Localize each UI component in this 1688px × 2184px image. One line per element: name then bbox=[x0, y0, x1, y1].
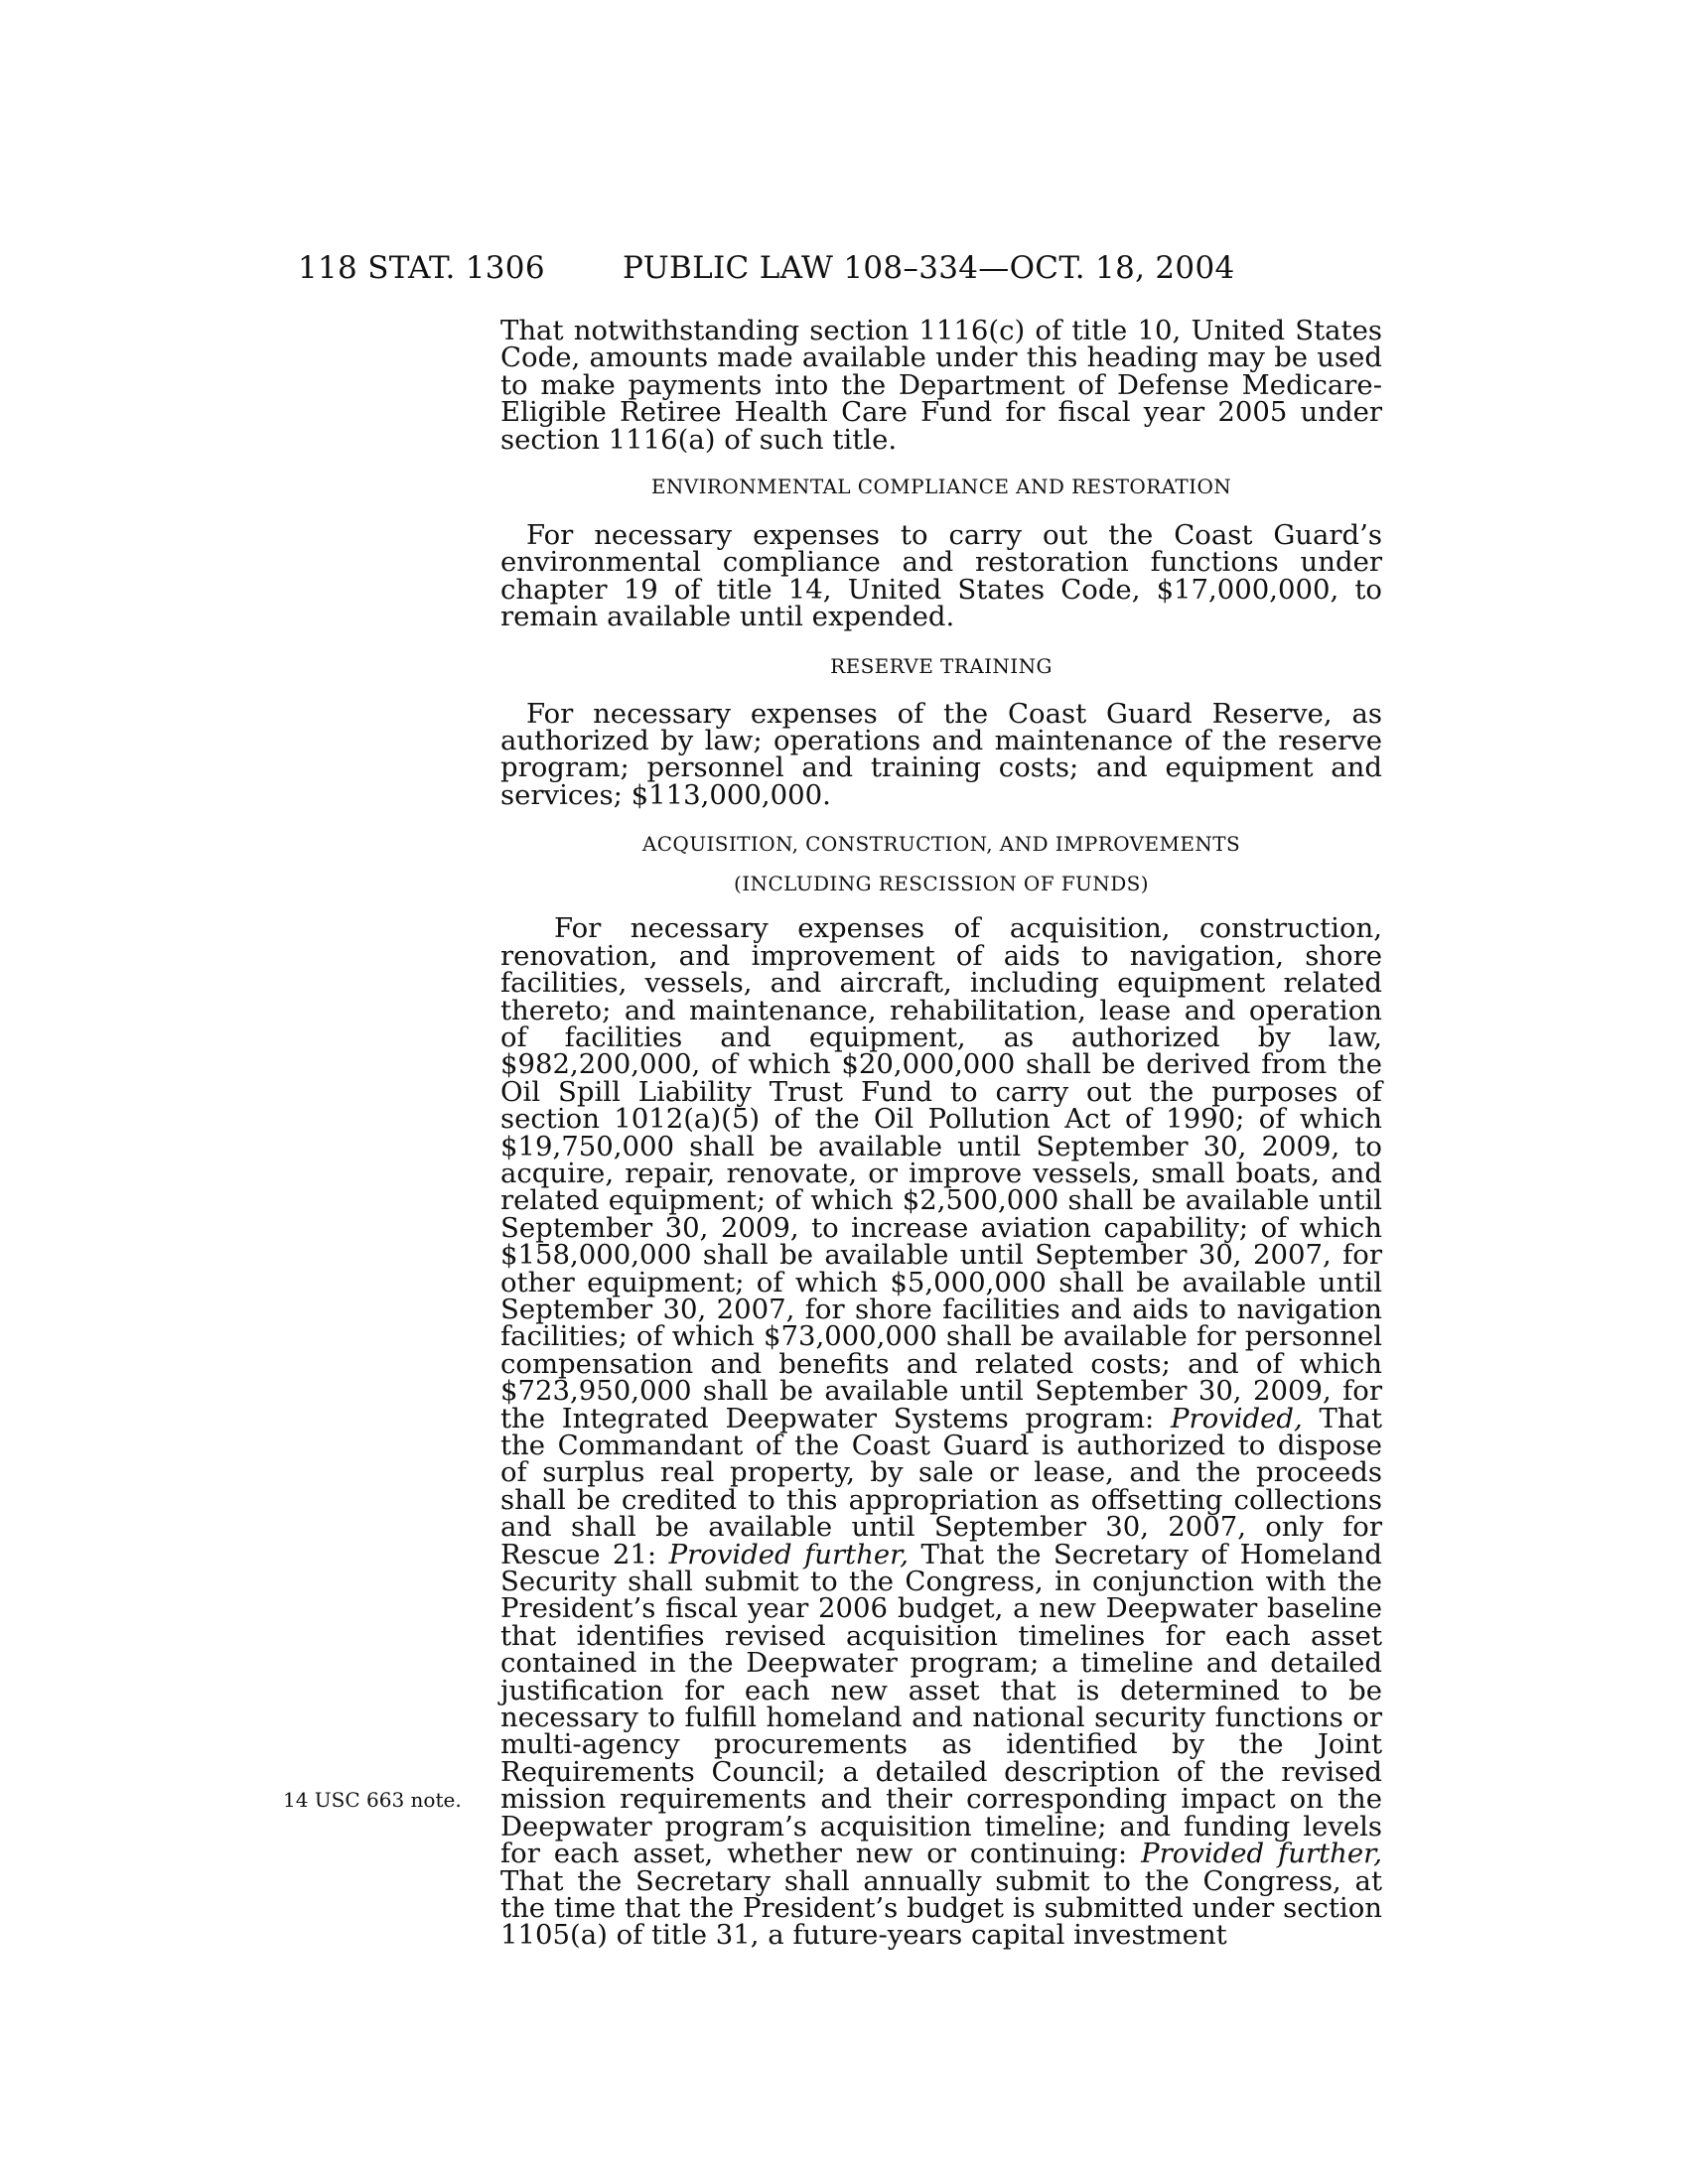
reserve-paragraph: For necessary expenses of the Coast Guard Reserve, as authorized by law; operations and maintenance of the reserve program; personnel and training costs; and equipment and services; $113,000,000. bbox=[500, 697, 1382, 811]
intro-paragraph: That notwithstanding section 1116(c) of title 10, United States Code, amounts made available under this heading may be used to make payments into the Department of Defense Medicare-Eligible Retiree Health Care Fund for fiscal year 2005 under section 1116(a) of such title. bbox=[500, 315, 1382, 456]
margin-note: 14 USC 663 note. bbox=[283, 1788, 462, 1812]
body-text-column bbox=[500, 315, 1382, 1952]
environmental-paragraph: For necessary expenses to carry out the Coast Guard’s environmental compliance and restoration functions under chapter 19 of title 14, United States Code, $17,000,000, to remain available until expended. bbox=[500, 519, 1382, 633]
provided-italic-2: Provided further, bbox=[668, 1538, 910, 1570]
acquisition-text-part1: For necessary expenses of acquisition, construction, renovation, and improvement of aids to navigation, shore facilities, vessels, and aircraft, including equipment related thereto; and maintenance, rehabilitation, lease and operation of facilities and equipment, as authorized by law, $982,200,000, of which $20,000,000 shall be derived from the Oil Spill Liability Trust Fund to carry out the purposes of section 1012(a)(5) of the Oil Pollution Act of 1990; of which $19,750,000 shall be available until September 30, 2009, to acquire, repair, renovate, or improve vessels, small boats, and related equipment; of which $2,500,000 shall be available until September 30, 2009, to increase aviation capability; of which $158,000,000 shall be available until September 30, 2007, for other equipment; of which $5,000,000 shall be available until September 30, 2007, for shore facilities and aids to navigation facilities; of which $73,000,000 shall be available for personnel compensation and benefits and related costs; and of which $723,950,000 shall be available until September 30, 2009, for the Integrated Deepwater Systems program: bbox=[500, 912, 1382, 1434]
acquisition-text-part2: That the Commandant of the Coast Guard is authorized to dispose of surplus real property, by sale or lease, and the proceeds shall be credited to this appropriation as offsetting collections and shall be available until September 30, 2007, only for Rescue 21: bbox=[500, 1402, 1382, 1570]
provided-italic-3: Provided further, bbox=[1141, 1838, 1382, 1870]
heading-reserve-training: RESERVE TRAINING bbox=[830, 653, 1053, 678]
subheading-rescission: (INCLUDING RESCISSION OF FUNDS) bbox=[734, 872, 1149, 896]
heading-environmental-compliance: ENVIRONMENTAL COMPLIANCE AND RESTORATION bbox=[650, 475, 1232, 499]
heading-acquisition: ACQUISITION, CONSTRUCTION, AND IMPROVEMENTS bbox=[641, 832, 1241, 857]
acquisition-text-part4: That the Secretary shall annually submit to the Congress, at the time that the President’s budget is submitted under section 1105(a) of title 31, a future-years capital investment bbox=[500, 1864, 1382, 1952]
acquisition-paragraph bbox=[500, 912, 1382, 1952]
stat-reference: 118 STAT. 1306 bbox=[298, 250, 545, 286]
acquisition-text-part3: That the Secretary of Homeland Security shall submit to the Congress, in conjunction with the President’s fiscal year 2006 budget, a new Deepwater baseline that identifies revised acquisition timelines for each asset contained in the Deepwater program; a timeline and detailed justification for each new asset that is determined to be necessary to fulfill homeland and national security functions or multi-agency procurements as identified by the Joint Requirements Council; a detailed description of the revised mission requirements and their corresponding impact on the Deepwater program’s acquisition timeline; and funding levels for each asset, whether new or continuing: bbox=[500, 1538, 1382, 1870]
public-law-title: PUBLIC LAW 108–334—OCT. 18, 2004 bbox=[623, 250, 1235, 286]
provided-italic-1: Provided, bbox=[1171, 1402, 1303, 1434]
